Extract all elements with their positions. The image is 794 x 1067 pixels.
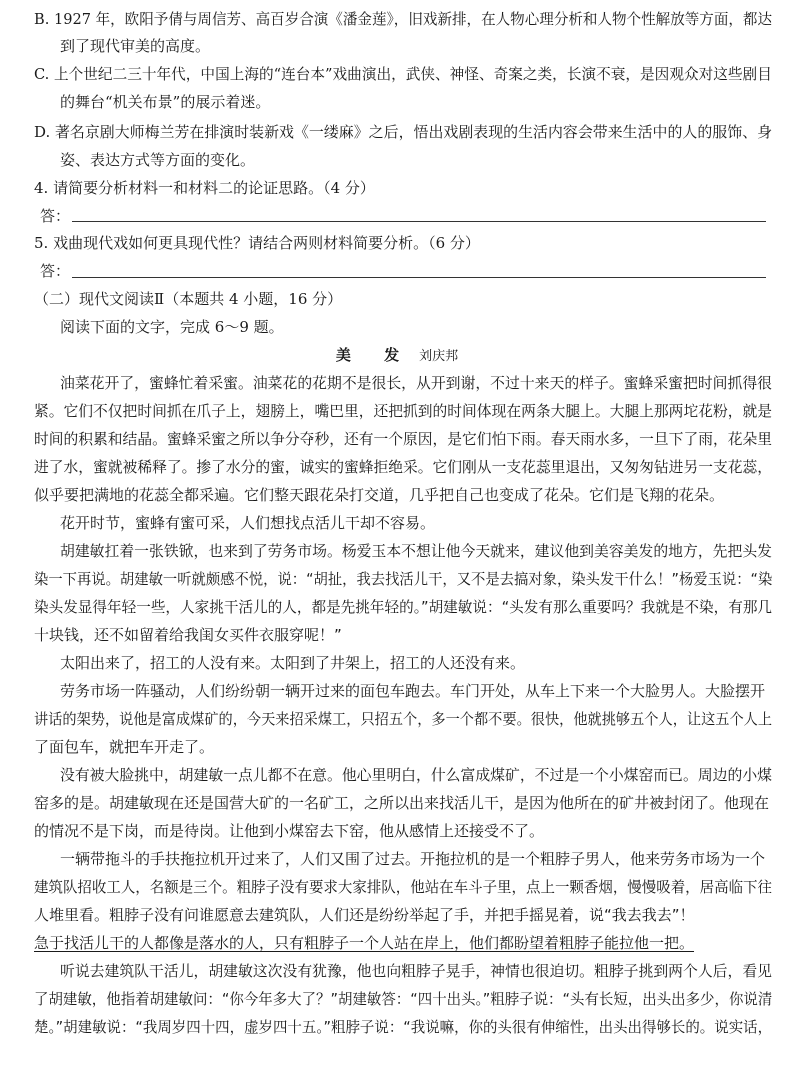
story-line: 窑多的是。胡建敏现在还是国营大矿的一名矿工，之所以出来找活儿干，是因为他所在的矿井被封闭了。他现在 (34, 794, 770, 812)
story-line: 讲话的架势，说他是富成煤矿的，今天来招采煤工，只招五个，多一个都不要。很快，他就挑够五个人，让这五个人上 (34, 710, 773, 728)
story-line: 太阳出来了，招工的人没有来。太阳到了井架上，招工的人还没有来。 (60, 654, 526, 672)
section-heading: （二）现代文阅读Ⅱ（本题共 4 小题，16 分） (34, 290, 343, 308)
story-line: 没有被大脸挑中，胡建敏一点儿都不在意。他心里明白，什么富成煤矿，不过是一个小煤窑而已。周边的小煤 (60, 766, 773, 784)
question-4: 4. 请简要分析材料一和材料二的论证思路。（4 分） (34, 179, 375, 197)
option-d-line2: 姿、表达方式等方面的变化。 (60, 151, 256, 169)
story-line: 染头发显得年轻一些，人家挑干活儿的人，都是先挑年轻的。”胡建敏说：“头发有那么重要吗？我就是不染，有那几 (34, 598, 773, 616)
story-line: 进了水，蜜就被稀释了。掺了水分的蜜，诚实的蜜蜂拒绝采。它们刚从一支花蕊里退出，又匆匆钻进另一支花蕊， (34, 458, 773, 476)
story-line: 人堆里看。粗脖子没有问谁愿意去建筑队，人们还是纷纷举起了手，并把手摇晃着，说“我去我去”！ (34, 906, 695, 924)
story-line: 紧。它们不仅把时间抓在爪子上，翅膀上，嘴巴里，还把抓到的时间体现在两条大腿上。大腿上那两坨花粉，就是 (34, 402, 773, 420)
story-line: 了面包车，就把车开走了。 (34, 738, 215, 756)
story-line: 了胡建敏，他指着胡建敏问：“你今年多大了？”胡建敏答：“四十出头。”粗脖子说：“头有长短，出头出多少，你说清 (34, 990, 773, 1008)
option-b-line2: 到了现代审美的高度。 (60, 37, 211, 55)
story-line: 的情况不是下岗，而是待岗。让他到小煤窑去下窑，他从感情上还接受不了。 (34, 822, 545, 840)
story-line: 楚。”胡建敏说：“我周岁四十四，虚岁四十五。”粗脖子说：“我说嘛，你的头很有伸缩性，出头出得够长的。说实话， (34, 1018, 773, 1036)
q4-answer-label: 答： (40, 207, 71, 225)
story-author: 刘庆邦 (419, 349, 459, 364)
q5-answer-line[interactable] (72, 277, 766, 278)
story-line: 听说去建筑队干活儿，胡建敏这次没有犹豫，他也向粗脖子晃手，神情也很迫切。粗脖子挑到两个人后，看见 (60, 962, 773, 980)
story-line: 染一下再说。胡建敏一听就颇感不悦，说：“胡扯，我去找活儿干，又不是去搞对象，染头发干什么！”杨爱玉说：“染 (34, 570, 773, 588)
story-line: 胡建敏扛着一张铁锨，也来到了劳务市场。杨爱玉本不想让他今天就来，建议他到美容美发的地方，先把头发 (60, 542, 773, 560)
story-line-underlined: 急于找活儿干的人都像是落水的人，只有粗脖子一个人站在岸上，他们都盼望着粗脖子能拉他一把。 (34, 934, 695, 952)
option-c-line1: C. 上个世纪二三十年代，中国上海的“连台本”戏曲演出，武侠、神怪、奇案之类，长演不衰，是因观众对这些剧目 (34, 65, 772, 83)
question-5: 5. 戏曲现代戏如何更具现代性？请结合两则材料简要分析。（6 分） (34, 234, 480, 252)
story-line: 油菜花开了，蜜蜂忙着采蜜。油菜花的花期不是很长，从开到谢，不过十来天的样子。蜜蜂采蜜把时间抓得很 (60, 374, 773, 392)
story-line: 似乎要把满地的花蕊全都采遍。它们整天跟花朵打交道，几乎把自己也变成了花朵。它们是飞翔的花朵。 (34, 486, 725, 504)
story-line: 一辆带拖斗的手扶拖拉机开过来了，人们又围了过去。开拖拉机的是一个粗脖子男人，他来劳务市场为一个 (60, 850, 766, 868)
story-title: 美 发 (335, 346, 414, 364)
q4-answer-line[interactable] (72, 221, 766, 222)
option-c-line2: 的舞台“机关布景”的展示着迷。 (60, 93, 271, 111)
section-instruction: 阅读下面的文字，完成 6～9 题。 (60, 318, 284, 336)
option-b-line1: B. 1927 年，欧阳予倩与周信芳、高百岁合演《潘金莲》，旧戏新排，在人物心理分析和人物个性解放等方面，都达 (34, 10, 773, 28)
story-line: 时间的积累和结晶。蜜蜂采蜜之所以争分夺秒，还有一个原因，是它们怕下雨。春天雨水多，一旦下了雨，花朵里 (34, 430, 773, 448)
story-line: 十块钱，还不如留着给我闺女买件衣服穿呢！” (34, 626, 342, 644)
story-title-row (0, 345, 794, 367)
option-d-line1: D. 著名京剧大师梅兰芳在排演时装新戏《一缕麻》之后，悟出戏剧表现的生活内容会带来生活中的人的服饰、身 (34, 123, 773, 141)
story-line: 建筑队招收工人，名额是三个。粗脖子没有要求大家排队，他站在车斗子里，点上一颗香烟，慢慢吸着，居高临下往 (34, 878, 773, 896)
story-line: 劳务市场一阵骚动，人们纷纷朝一辆开过来的面包车跑去。车门开处，从车上下来一个大脸男人。大脸摆开 (60, 682, 766, 700)
q5-answer-label: 答： (40, 262, 71, 280)
story-line: 花开时节，蜜蜂有蜜可采，人们想找点活儿干却不容易。 (60, 514, 436, 532)
